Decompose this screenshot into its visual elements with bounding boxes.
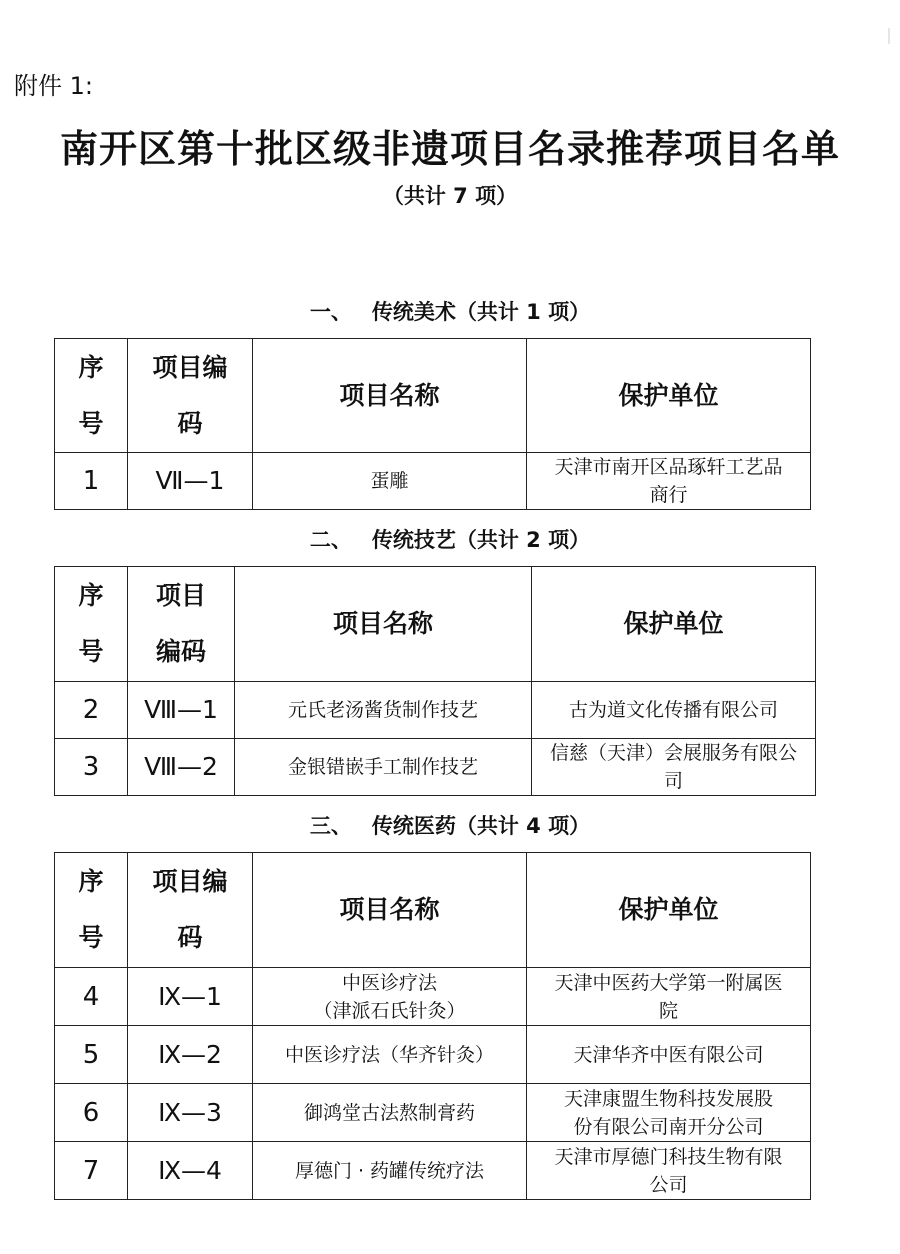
cell-seq: 5 — [55, 1026, 128, 1084]
cell-code: Ⅸ—2 — [128, 1026, 253, 1084]
section-number: 三、 — [309, 814, 352, 838]
cell-name: 金银错嵌手工制作技艺 — [235, 739, 532, 796]
cell-unit: 天津康盟生物科技发展股 份有限公司南开分公司 — [527, 1084, 811, 1142]
cell-seq: 3 — [55, 739, 128, 796]
table-traditional-art — [54, 338, 811, 510]
cell-name: 中医诊疗法（华齐针灸） — [253, 1026, 527, 1084]
header-unit: 保护单位 — [527, 853, 811, 968]
header-name: 项目名称 — [253, 853, 527, 968]
cell-name: 厚德门 · 药罐传统疗法 — [253, 1142, 527, 1200]
page-title: 南开区第十批区级非遗项目名录推荐项目名单 — [59, 127, 840, 171]
cell-name: 元氏老汤酱货制作技艺 — [235, 682, 532, 739]
cell-seq: 6 — [55, 1084, 128, 1142]
table-row — [55, 682, 816, 739]
header-code: 项目编 码 — [128, 853, 253, 968]
table-row — [55, 739, 816, 796]
table-traditional-medicine — [54, 852, 811, 1200]
cell-seq: 4 — [55, 968, 128, 1026]
cell-unit: 天津市南开区品琢轩工艺品 商行 — [527, 453, 811, 510]
cell-unit: 信慈（天津）会展服务有限公 司 — [532, 739, 816, 796]
section-heading-2 — [0, 524, 900, 554]
section-title: 传统医药（共计 4 项） — [371, 814, 591, 838]
scan-mark — [888, 28, 890, 44]
section-number: 二、 — [309, 528, 352, 552]
cell-unit: 古为道文化传播有限公司 — [532, 682, 816, 739]
header-name: 项目名称 — [253, 339, 527, 453]
cell-unit: 天津市厚德门科技生物有限 公司 — [527, 1142, 811, 1200]
cell-code: Ⅷ—2 — [128, 739, 235, 796]
header-name: 项目名称 — [235, 567, 532, 682]
cell-name: 御鸿堂古法熬制膏药 — [253, 1084, 527, 1142]
cell-name: 中医诊疗法 （津派石氏针灸） — [253, 968, 527, 1026]
attachment-label: 附件 1: — [14, 72, 93, 100]
table-row — [55, 1142, 811, 1200]
header-seq: 序 号 — [55, 339, 128, 453]
table-header-row — [55, 339, 811, 453]
cell-code: Ⅸ—4 — [128, 1142, 253, 1200]
cell-unit: 天津中医药大学第一附属医 院 — [527, 968, 811, 1026]
section-number: 一、 — [309, 300, 352, 324]
header-code: 项目编 码 — [128, 339, 253, 453]
cell-seq: 1 — [55, 453, 128, 510]
header-seq: 序 号 — [55, 567, 128, 682]
header-code: 项目 编码 — [128, 567, 235, 682]
header-seq: 序 号 — [55, 853, 128, 968]
section-title: 传统美术（共计 1 项） — [371, 300, 591, 324]
table-header-row — [55, 853, 811, 968]
cell-code: Ⅸ—1 — [128, 968, 253, 1026]
cell-code: Ⅶ—1 — [128, 453, 253, 510]
section-heading-1 — [0, 296, 900, 326]
table-row — [55, 1084, 811, 1142]
section-title: 传统技艺（共计 2 项） — [371, 528, 591, 552]
header-unit: 保护单位 — [532, 567, 816, 682]
cell-unit: 天津华齐中医有限公司 — [527, 1026, 811, 1084]
page-subtitle: （共计 7 项） — [382, 184, 518, 208]
table-row — [55, 1026, 811, 1084]
header-unit: 保护单位 — [527, 339, 811, 453]
cell-code: Ⅷ—1 — [128, 682, 235, 739]
section-heading-3 — [0, 810, 900, 840]
table-row — [55, 968, 811, 1026]
cell-seq: 7 — [55, 1142, 128, 1200]
table-header-row — [55, 567, 816, 682]
table-row — [55, 453, 811, 510]
cell-seq: 2 — [55, 682, 128, 739]
table-traditional-craft — [54, 566, 816, 796]
cell-code: Ⅸ—3 — [128, 1084, 253, 1142]
cell-name: 蛋雕 — [253, 453, 527, 510]
